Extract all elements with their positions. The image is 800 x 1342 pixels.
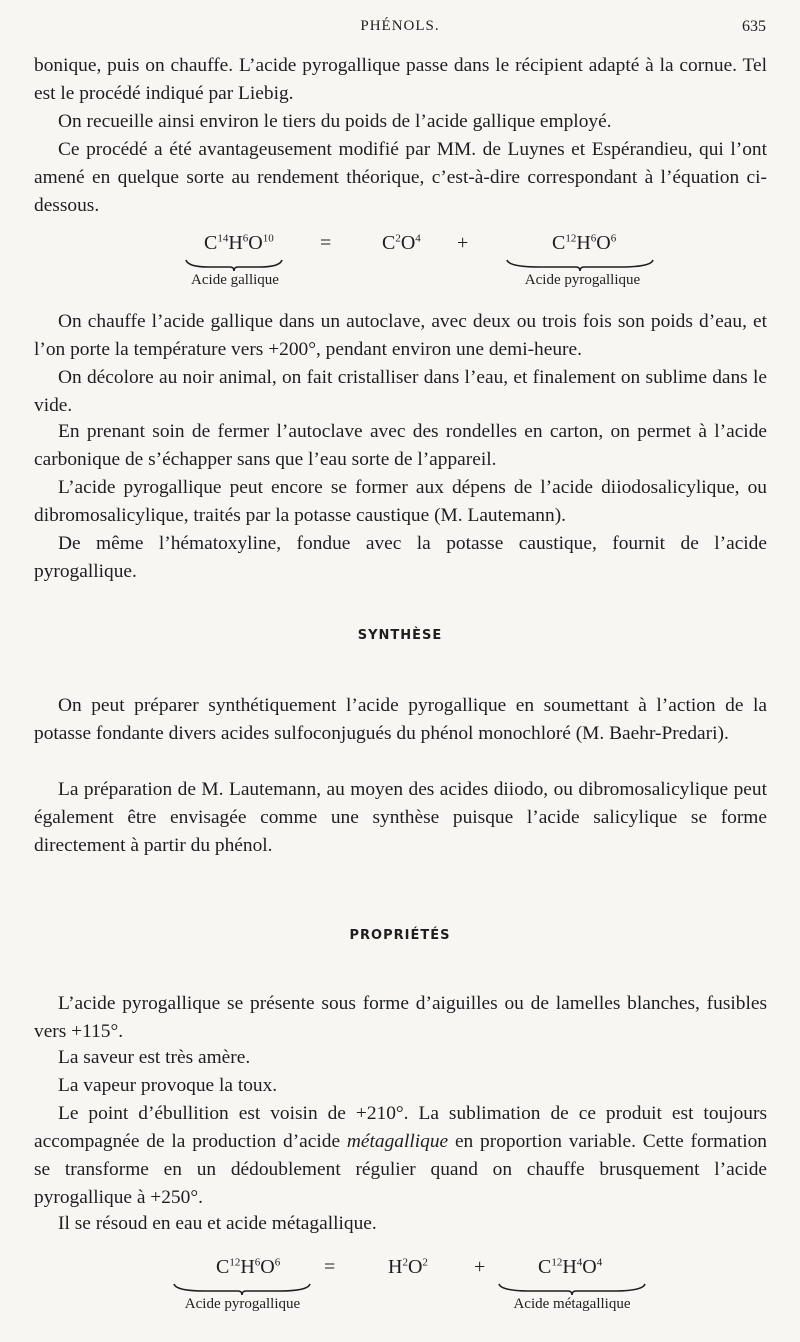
page-number: 635 (742, 18, 766, 35)
brace-underline (505, 258, 655, 272)
paragraph: La préparation de M. Lautemann, au moyen des acides diiodo, ou dibromosalicylique peut également être envisagée comme une synthèse puisque l’acide salicylique se forme directement à partir du phénol. (34, 779, 767, 856)
plus-sign: + (457, 232, 469, 254)
paragraph: En prenant soin de fermer l’autoclave avec des rondelles en carton, on permet à l’acide carbonique de s’échapper sans que l’eau sorte de l’appareil. (34, 421, 767, 470)
formula-pyrogallic-acid: $C^{12}H^6O^6$ (216, 1256, 281, 1278)
label-gallic-acid: Acide gallique (191, 272, 279, 288)
brace-underline (184, 258, 284, 272)
formula-gallic-acid: $C^{14}H^6O^{10}$ (204, 232, 274, 254)
label-pyrogallic-acid: Acide pyrogallique (524, 272, 641, 288)
paragraph: On recueille ainsi environ le tiers du poids de l’acide gallique employé. (58, 111, 612, 132)
formula-carbon-dioxide: $C^2O^4$ (382, 232, 421, 254)
label-metagallic-acid: Acide métagallique (513, 1296, 631, 1312)
plus-sign: + (474, 1256, 486, 1278)
paragraph: Il se résoud en eau et acide métagallique. (58, 1213, 377, 1234)
label-pyrogallic-acid: Acide pyrogallique (184, 1296, 301, 1312)
paragraph (34, 1100, 767, 1212)
formula-water: $H^2O^2$ (388, 1256, 428, 1278)
paragraph: Ce procédé a été avantageusement modifié par MM. de Luynes et Espérandieu, qui l’ont amené en quelque sorte au rendement théorique, c’est-à-dire correspondant à l’équation ci-dessous. (34, 139, 767, 216)
brace-underline (172, 1282, 312, 1296)
paragraph: De même l’hématoxyline, fondue avec la potasse caustique, fournit de l’acide pyrogallique. (34, 533, 767, 582)
paragraph: La saveur est très amère. (58, 1047, 251, 1068)
equals-sign: = (320, 232, 332, 254)
equals-sign: = (324, 1256, 336, 1278)
page-header (34, 18, 766, 42)
formula-metagallic-acid: $C^{12}H^4O^4$ (538, 1256, 603, 1278)
formula-pyrogallic-acid: $C^{12}H^6O^6$ (552, 232, 617, 254)
section-heading-synthese: SYNTHÈSE (357, 628, 443, 643)
paragraph: On chauffe l’acide gallique dans un autoclave, avec deux ou trois fois son poids d’eau, et l’on porte la température vers +200°, pendant environ une demi-heure. (34, 311, 767, 360)
paragraph-text: Le point d’ébullition est voisin de +210°. La sublimation de ce produit est toujours accompagnée de la production d’acide (34, 1103, 767, 1152)
paragraph-text: en proportion variable. Cette formation se transforme en un dédoublement régulier quand on chauffe brusquement l’acide pyrogallique à +250°. (34, 1131, 767, 1208)
equation-gallic (34, 232, 767, 262)
paragraph: L’acide pyrogallique peut encore se former aux dépens de l’acide diiodosalicylique, ou dibromosalicylique, traités par la potasse caustique (M. Lautemann). (34, 477, 767, 526)
paragraph: La vapeur provoque la toux. (58, 1075, 278, 1096)
paragraph: bonique, puis on chauffe. L’acide pyrogallique passe dans le récipient adapté à la cornue. Tel est le procédé indiqué par Liebig. (34, 55, 767, 104)
paragraph: L’acide pyrogallique se présente sous forme d’aiguilles ou de lamelles blanches, fusibles vers +115°. (34, 993, 767, 1042)
section-heading-proprietes: PROPRIÉTÉS (349, 928, 451, 943)
running-title: PHÉNOLS. (360, 18, 440, 34)
paragraph: On peut préparer synthétiquement l’acide pyrogallique en soumettant à l’action de la potasse fondante divers acides sulfoconjugués du phénol monochloré (M. Baehr-Predari). (34, 695, 767, 744)
equation-pyrogallic (34, 1256, 767, 1286)
brace-underline (497, 1282, 647, 1296)
emphasized-term: métagallique (346, 1131, 449, 1152)
paragraph: On décolore au noir animal, on fait cristalliser dans l’eau, et finalement on sublime dans le vide. (34, 367, 767, 416)
